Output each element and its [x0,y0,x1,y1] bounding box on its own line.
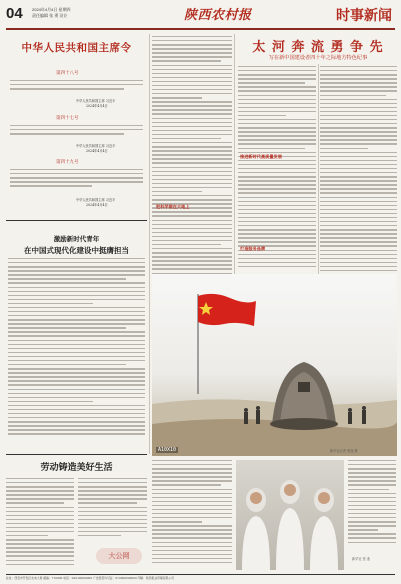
youth-subtitle: 激励新时代青年 [53,235,100,243]
decree-2-number: 第四十七号 [56,116,79,121]
column-divider [318,64,319,274]
masthead [6,4,397,30]
labor-title: 劳动铸造美好生活 [40,463,113,473]
photo-stamp: A10X10 [158,447,177,453]
decree-2-body [10,125,143,141]
watermark-text: 大公网 [108,551,130,560]
column-divider [234,34,235,274]
decree-1-body [10,80,143,96]
decree-3-sign: 中华人民共和国主席 习近平 [76,198,116,202]
youth-title: 在中国式现代化建设中挺膺担当 [24,246,129,255]
footer-rule [6,574,395,575]
newspaper-logo: 陕西农村报 [184,8,252,23]
editor-line: 责任编辑 张 勇 设计 [32,13,68,18]
decree-1-date: 2024年4月4日 [86,104,108,108]
main-photo [152,274,397,456]
decree-2-date: 2024年4月4日 [86,149,108,153]
astronaut-caption-credit: 新华社 张 逸 [352,557,370,561]
photo-caption: 新华社记者 张逸 摄 [330,449,358,453]
youth-body [8,258,145,450]
watermark-logo [96,548,142,564]
decree-bottom-rule [6,220,147,221]
landing-scene-illustration [152,274,397,456]
capsule-icon [270,362,338,430]
right-column-body-2 [320,66,397,274]
decree-3-body [10,169,143,193]
astronaut-photo [236,460,344,570]
astronaut-icon [242,488,270,570]
decree-1-sign: 中华人民共和国主席 习近平 [76,99,116,103]
astronaut-icon [310,488,338,570]
date-line: 2024年4月4日 星期四 [32,7,71,12]
astronauts-illustration [236,460,344,570]
decree-3-date: 2024年4月4日 [86,203,108,207]
youth-article [6,224,147,454]
flag-icon [198,294,256,394]
main-subhead: 写在新中国建设者四十年之际地方特色纪事 [268,55,368,61]
footer-text: 社址：西安市开发区未来大厦 邮编：710000 电话：029-00000000 广告经营许可证：610000000000 印刷：陕西报业印刷有限公司 [6,576,174,580]
right-subheading-1: 推进新时代高质量发展 [240,154,282,159]
labor-top-rule [6,454,147,455]
middle-subheading: 把科学做在大地上 [156,204,190,209]
astronaut-icon [276,480,304,570]
decree-title: 中华人民共和国主席令 [21,42,132,54]
lower-middle-body [152,460,232,572]
right-subheading-2: 打造服务品牌 [240,246,266,251]
decree-3-number: 第四十九号 [56,160,79,165]
astronaut-caption-body [348,460,396,550]
right-column-body-1 [238,66,316,274]
labor-body-right [78,478,147,542]
column-divider [149,34,150,454]
decree-1-number: 第四十八号 [56,71,79,76]
decree-block [6,36,147,220]
decree-2-sign: 中华人民共和国主席 习近平 [76,144,116,148]
page-number: 04 [6,5,23,22]
labor-body-left [6,478,74,570]
section-title: 时事新闻 [336,8,392,24]
masthead-rule [6,28,395,30]
main-headline: 太 河 奔 流 勇 争 先 [252,40,384,55]
